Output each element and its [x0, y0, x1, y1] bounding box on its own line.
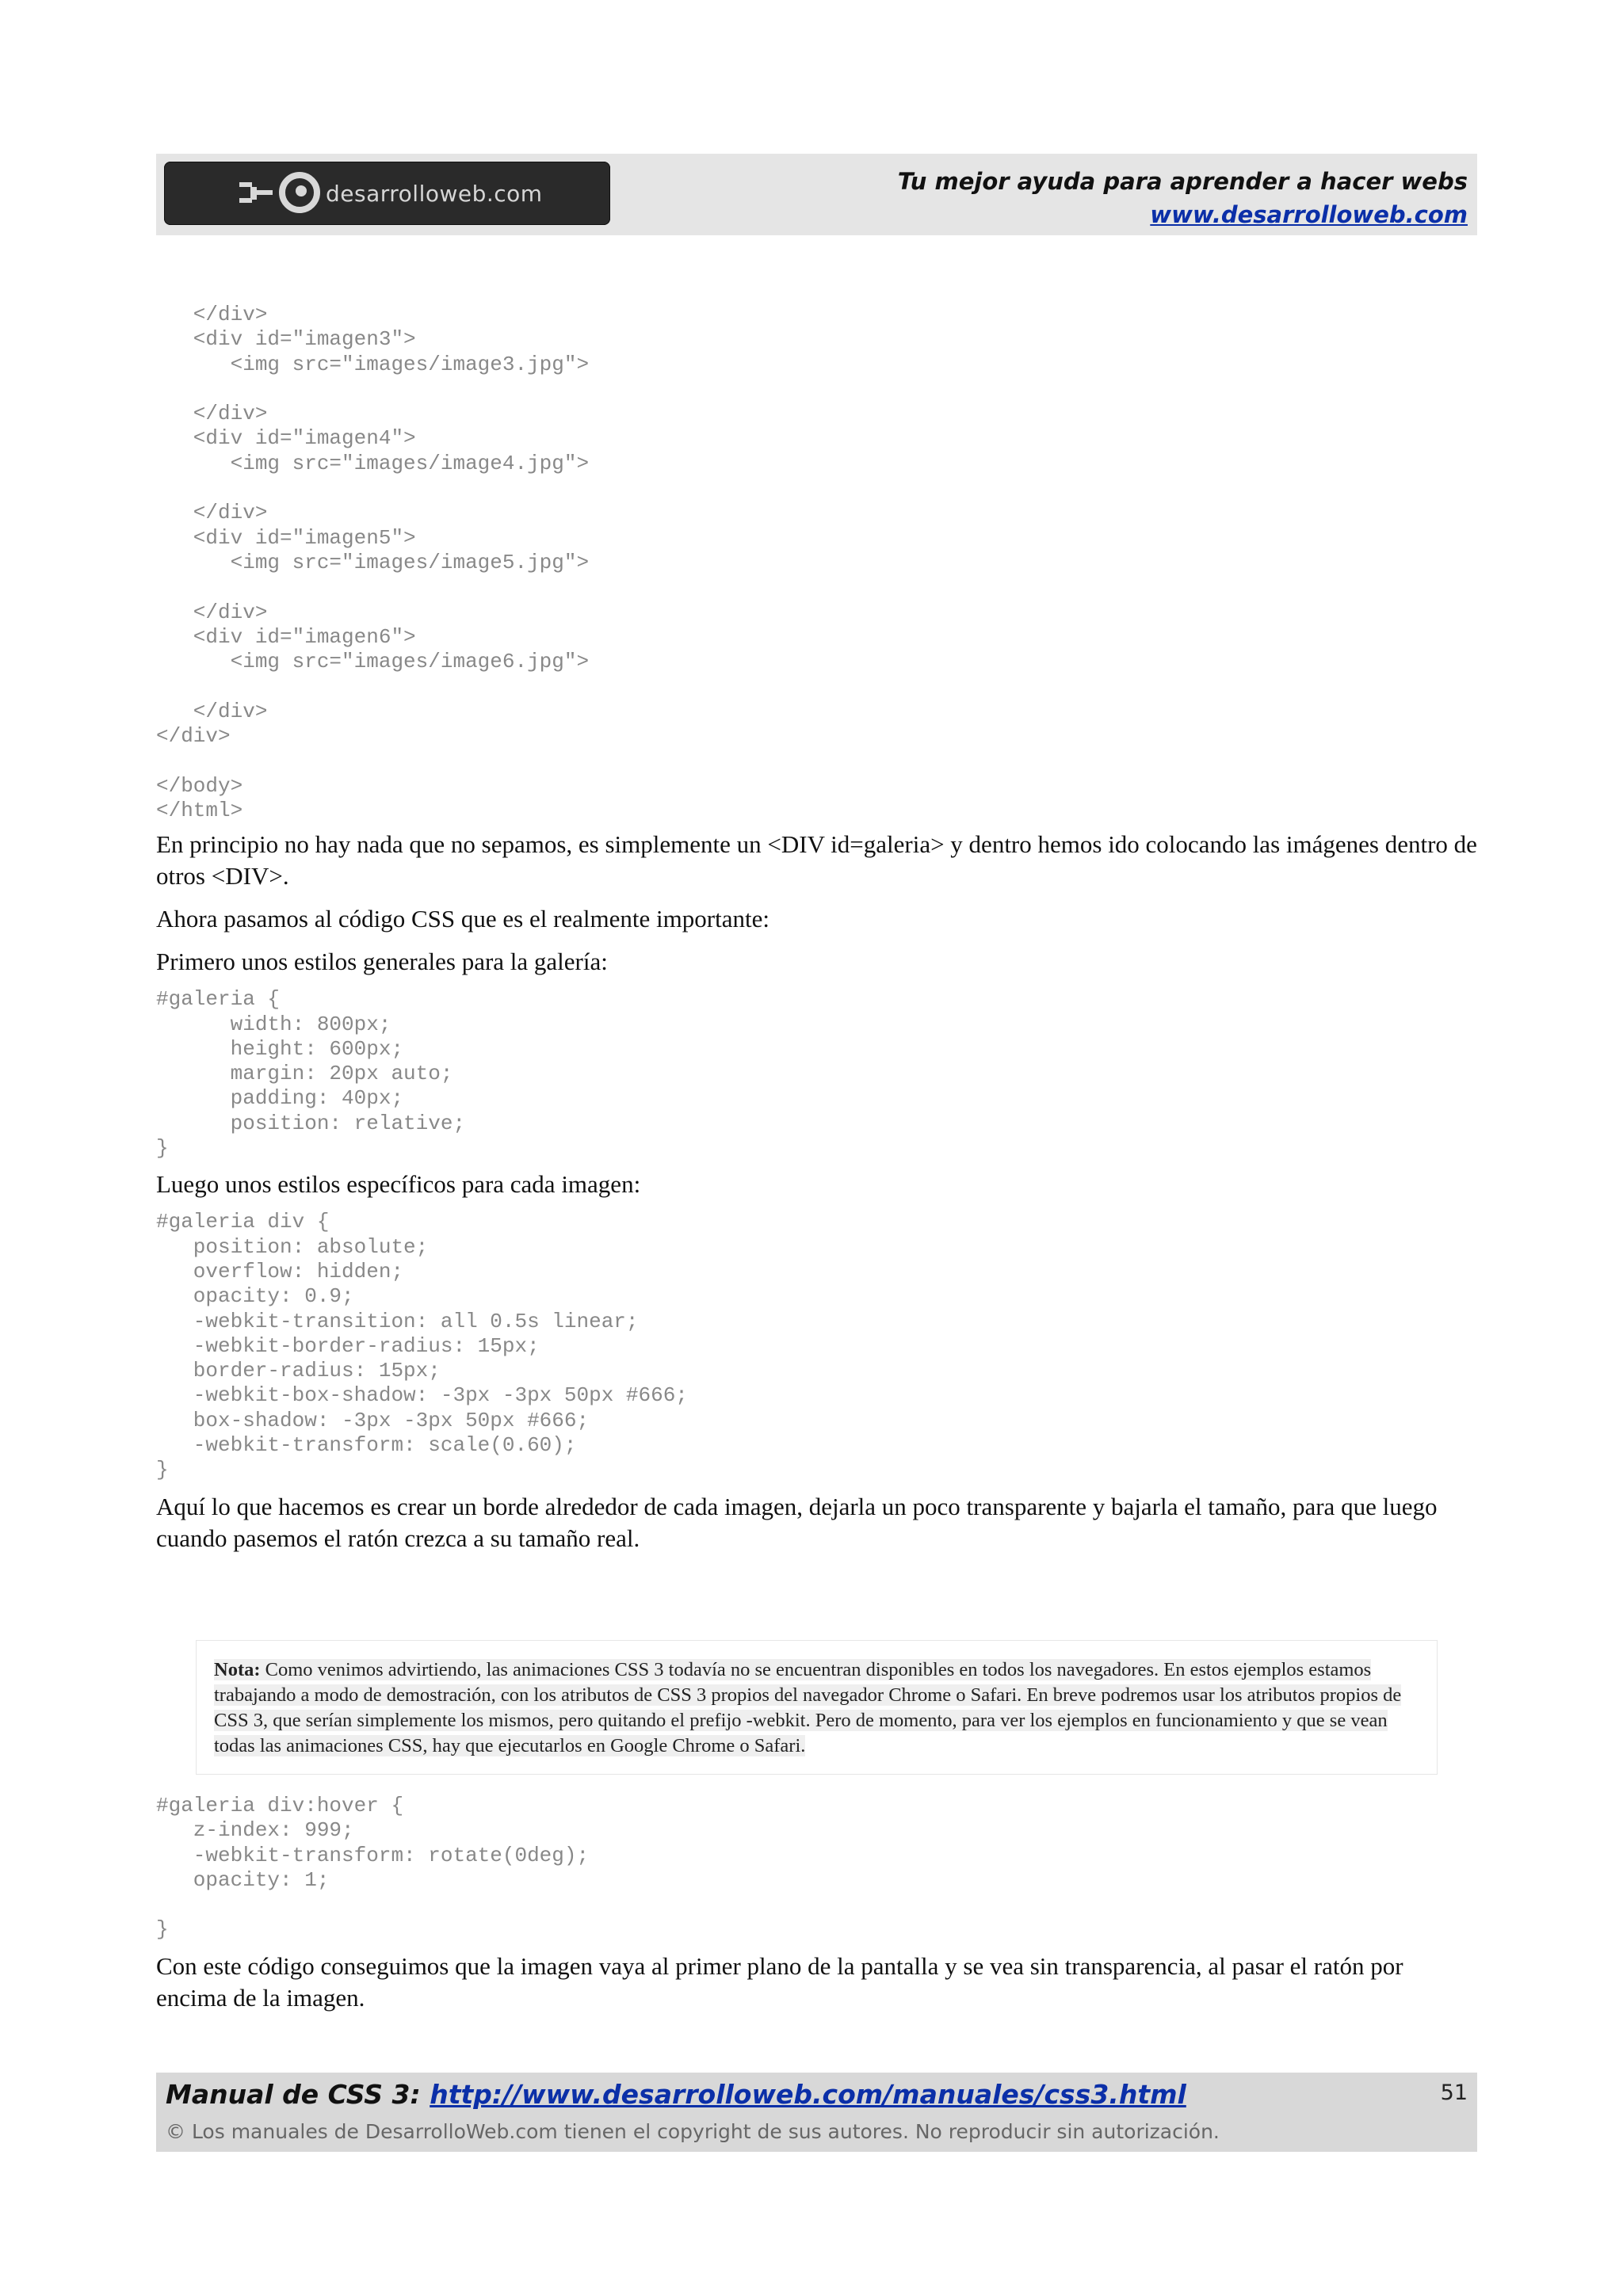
- footer-manual-link[interactable]: http://www.desarrolloweb.com/manuales/css3.html: [430, 2079, 1186, 2110]
- page-header: [156, 154, 1477, 235]
- code-line: margin: 20px auto;: [156, 1062, 453, 1086]
- code-line: padding: 40px;: [156, 1086, 404, 1111]
- code-line: }: [156, 1917, 169, 1942]
- code-line: }: [156, 1136, 169, 1161]
- code-line: </div>: [156, 600, 268, 624]
- code-line: border-radius: 15px;: [156, 1359, 441, 1383]
- code-line: <div id="imagen3">: [156, 327, 416, 352]
- code-line: <img src="images/image5.jpg">: [156, 550, 590, 574]
- note-box: [196, 1640, 1438, 1775]
- code-line: <div id="imagen6">: [156, 624, 416, 649]
- code-line: <div id="imagen4">: [156, 426, 416, 451]
- note-label: Nota:: [214, 1659, 261, 1680]
- page-number: 51: [1440, 2081, 1468, 2105]
- code-block-html: [156, 303, 1477, 823]
- page-content: [156, 303, 1477, 1554]
- site-logo[interactable]: [164, 162, 610, 225]
- note-body: Como venimos advirtiendo, las animaciones CSS 3 todavía no se encuentran disponibles en todos los navegadores. En estos ejemplos estamos trabajando a modo de demostración, con los atributos de CSS 3 propios del navegador Chrome o Safari. En breve podremos usar los atributos propios de CSS 3, que serían simplemente los mismos, pero quitando el prefijo -webkit. Pero de momento, para ver los ejemplos en funcionamiento y que se vean todas las animaciones CSS, hay que ejecutarlos en Google Chrome o Safari.: [214, 1659, 1402, 1756]
- paragraph-conclusion: Con este código conseguimos que la imagen vaya al primer plano de la pantalla y se vea sin transparencia, al pasar el ratón por encima de la imagen.: [156, 1951, 1403, 2012]
- header-tagline: [898, 165, 1468, 231]
- paragraph-image-styles: Luego unos estilos específicos para cada imagen:: [156, 1170, 641, 1199]
- code-block-hover-css: [156, 1794, 1477, 1943]
- paragraph-explanation: Aquí lo que hacemos es crear un borde alrededor de cada imagen, dejarla un poco transparente y bajarla el tamaño, para que luego cuando pasemos el ratón crezca a su tamaño real.: [156, 1492, 1438, 1552]
- footer-title: [166, 2079, 1186, 2110]
- code-line: opacity: 1;: [156, 1867, 330, 1892]
- footer-manual-label: Manual de CSS 3:: [166, 2079, 421, 2110]
- code-line: position: relative;: [156, 1111, 466, 1135]
- code-block-image-css: [156, 1210, 1477, 1482]
- code-line: </body>: [156, 773, 243, 798]
- code-line: -webkit-box-shadow: -3px -3px 50px #666;: [156, 1383, 688, 1408]
- code-line: #galeria {: [156, 987, 281, 1012]
- note-text: [214, 1657, 1419, 1759]
- paragraph-general-styles: Primero unos estilos generales para la galería:: [156, 948, 608, 976]
- page-footer: [156, 2073, 1477, 2152]
- code-line: height: 600px;: [156, 1036, 404, 1061]
- code-line: </div>: [156, 402, 268, 426]
- code-line: box-shadow: -3px -3px 50px #666;: [156, 1408, 590, 1432]
- code-line: width: 800px;: [156, 1012, 391, 1036]
- code-line: </div>: [156, 303, 268, 326]
- logo-wordmark: desarrolloweb.com: [326, 181, 543, 207]
- code-line: <img src="images/image6.jpg">: [156, 650, 590, 674]
- code-line: position: absolute;: [156, 1234, 429, 1259]
- tagline-text: Tu mejor ayuda para aprender a hacer webs: [897, 168, 1468, 195]
- code-line: #galeria div:hover {: [156, 1794, 404, 1817]
- code-line: </div>: [156, 501, 268, 525]
- logo-mark-icon: [238, 171, 333, 215]
- code-line: opacity: 0.9;: [156, 1284, 354, 1309]
- code-line: -webkit-transform: rotate(0deg);: [156, 1843, 590, 1867]
- code-line: -webkit-transform: scale(0.60);: [156, 1432, 577, 1457]
- code-line: </html>: [156, 798, 243, 822]
- code-line: overflow: hidden;: [156, 1259, 404, 1283]
- code-line: <img src="images/image3.jpg">: [156, 352, 590, 376]
- code-block-gallery-css: [156, 987, 1477, 1161]
- code-line: }: [156, 1458, 169, 1482]
- code-line: <div id="imagen5">: [156, 525, 416, 550]
- code-line: -webkit-border-radius: 15px;: [156, 1333, 540, 1358]
- code-line: -webkit-transition: all 0.5s linear;: [156, 1309, 639, 1333]
- code-line: </div>: [156, 724, 231, 749]
- code-line: #galeria div {: [156, 1210, 330, 1234]
- page-content-lower: [156, 1794, 1477, 2014]
- code-line: z-index: 999;: [156, 1818, 354, 1843]
- footer-copyright: © Los manuales de DesarrolloWeb.com tienen el copyright de sus autores. No reproducir sin autorización.: [166, 2120, 1220, 2143]
- header-site-link[interactable]: www.desarrolloweb.com: [1150, 201, 1468, 228]
- code-line: <img src="images/image4.jpg">: [156, 451, 590, 475]
- paragraph-intro: En principio no hay nada que no sepamos, es simplemente un <DIV id=galeria> y dentro hemos ido colocando las imágenes dentro de otros <DIV>.: [156, 830, 1477, 891]
- paragraph-css-intro: Ahora pasamos al código CSS que es el realmente importante:: [156, 905, 769, 933]
- code-line: </div>: [156, 699, 268, 723]
